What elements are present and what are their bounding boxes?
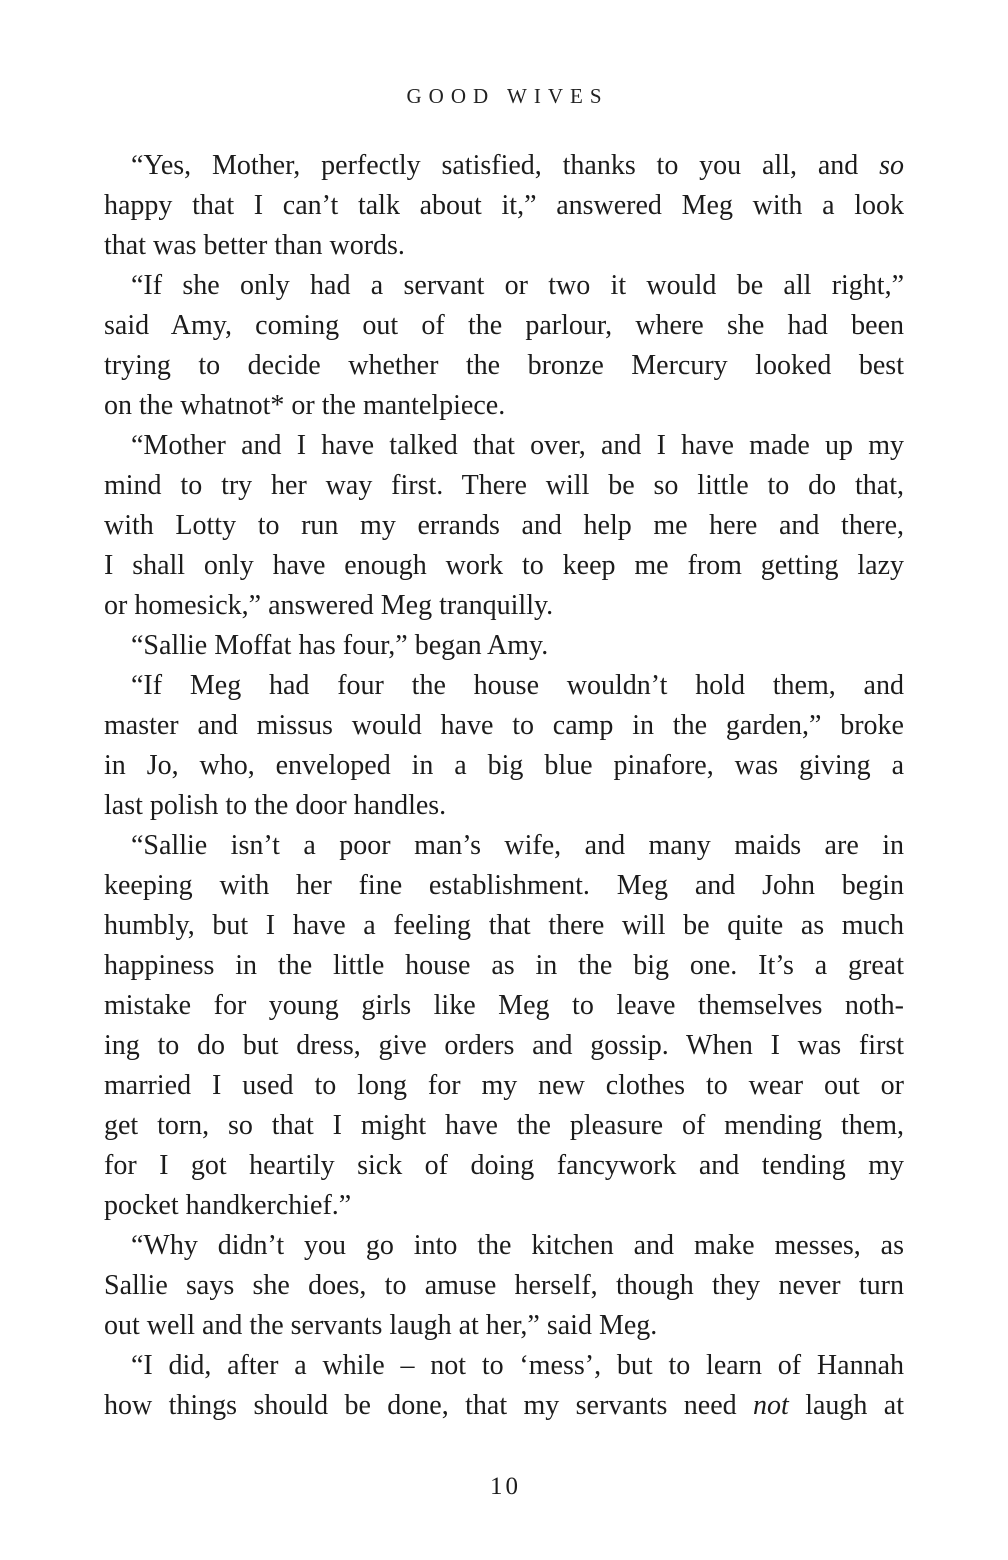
text-line bbox=[104, 546, 904, 586]
text-line bbox=[104, 666, 904, 706]
paragraph bbox=[104, 266, 904, 426]
text-line bbox=[104, 1306, 904, 1346]
text-run: ing to do but dress, give orders and gossip. When I was first bbox=[104, 1030, 904, 1061]
text-run: or homesick,” answered Meg tranquilly. bbox=[104, 590, 554, 621]
text-line bbox=[104, 1386, 904, 1426]
italic-text-run: not bbox=[753, 1390, 789, 1421]
text-line bbox=[104, 986, 904, 1026]
text-run: keeping with her fine establishment. Meg and John begin bbox=[104, 870, 904, 901]
text-line bbox=[104, 146, 904, 186]
text-run: how things should be done, that my servants need bbox=[104, 1390, 754, 1421]
text-line bbox=[104, 386, 904, 426]
text-run: with Lotty to run my errands and help me here and there, bbox=[104, 510, 904, 541]
text-run: laugh at bbox=[788, 1390, 904, 1421]
text-run: married I used to long for my new clothes to wear out or bbox=[104, 1070, 904, 1101]
text-run: I shall only have enough work to keep me from getting lazy bbox=[104, 550, 904, 581]
paragraph bbox=[104, 626, 904, 666]
text-line bbox=[104, 306, 904, 346]
text-line bbox=[104, 626, 904, 666]
text-run: “Sallie Moffat has four,” began Amy. bbox=[131, 630, 549, 661]
text-line bbox=[104, 746, 904, 786]
text-line bbox=[104, 1266, 904, 1306]
text-run: mind to try her way first. There will be so little to do that, bbox=[104, 470, 904, 501]
text-line bbox=[104, 506, 904, 546]
text-run: for I got heartily sick of doing fancywork and tending my bbox=[104, 1150, 904, 1181]
paragraph bbox=[104, 666, 904, 826]
text-line bbox=[104, 786, 904, 826]
text-run: last polish to the door handles. bbox=[104, 790, 447, 821]
text-line bbox=[104, 1026, 904, 1066]
text-run: mistake for young girls like Meg to leave themselves noth- bbox=[104, 990, 904, 1021]
text-run: “Yes, Mother, perfectly satisfied, thanks to you all, and bbox=[131, 150, 880, 181]
text-run: “I did, after a while – not to ‘mess’, but to learn of Hannah bbox=[131, 1350, 904, 1381]
text-line bbox=[104, 1066, 904, 1106]
text-run: pocket handkerchief.” bbox=[104, 1190, 352, 1221]
paragraph bbox=[104, 1346, 904, 1426]
text-run: “If she only had a servant or two it would be all right,” bbox=[131, 270, 904, 301]
italic-text-run: so bbox=[879, 150, 904, 181]
text-run: happiness in the little house as in the big one. It’s a great bbox=[104, 950, 904, 981]
text-run: master and missus would have to camp in the garden,” broke bbox=[104, 710, 904, 741]
text-line bbox=[104, 826, 904, 866]
text-run: humbly, but I have a feeling that there will be quite as much bbox=[104, 910, 904, 941]
text-line bbox=[104, 346, 904, 386]
text-run: trying to decide whether the bronze Mercury looked best bbox=[104, 350, 904, 381]
text-run: said Amy, coming out of the parlour, where she had been bbox=[104, 310, 904, 341]
text-run: “Sallie isn’t a poor man’s wife, and many maids are in bbox=[131, 830, 904, 861]
text-line bbox=[104, 706, 904, 746]
text-line bbox=[104, 186, 904, 226]
text-line bbox=[104, 1106, 904, 1146]
page-number: 10 bbox=[490, 1473, 521, 1500]
text-line bbox=[104, 906, 904, 946]
paragraph bbox=[104, 146, 904, 266]
text-run: “Why didn’t you go into the kitchen and make messes, as bbox=[131, 1230, 904, 1261]
text-run: “Mother and I have talked that over, and I have made up my bbox=[131, 430, 904, 461]
paragraph bbox=[104, 426, 904, 626]
paragraph bbox=[104, 826, 904, 1226]
text-line bbox=[104, 266, 904, 306]
text-run: Sallie says she does, to amuse herself, though they never turn bbox=[104, 1270, 904, 1301]
text-run: happy that I can’t talk about it,” answered Meg with a look bbox=[104, 190, 904, 221]
text-line bbox=[104, 426, 904, 466]
text-run: out well and the servants laugh at her,” said Meg. bbox=[104, 1310, 658, 1341]
text-line bbox=[104, 1186, 904, 1226]
text-run: that was better than words. bbox=[104, 230, 405, 261]
page-body bbox=[104, 146, 904, 1426]
text-run: “If Meg had four the house wouldn’t hold them, and bbox=[131, 670, 904, 701]
text-line bbox=[104, 586, 904, 626]
text-line bbox=[104, 866, 904, 906]
text-line bbox=[104, 1346, 904, 1386]
text-line bbox=[104, 466, 904, 506]
text-line bbox=[104, 1146, 904, 1186]
text-run: on the whatnot* or the mantelpiece. bbox=[104, 390, 506, 421]
paragraph bbox=[104, 1226, 904, 1346]
text-line bbox=[104, 1226, 904, 1266]
running-head: GOOD WIVES bbox=[406, 84, 609, 108]
text-run: in Jo, who, enveloped in a big blue pinafore, was giving a bbox=[104, 750, 904, 781]
text-line bbox=[104, 226, 904, 266]
text-line bbox=[104, 946, 904, 986]
text-run: get torn, so that I might have the pleasure of mending them, bbox=[104, 1110, 904, 1141]
